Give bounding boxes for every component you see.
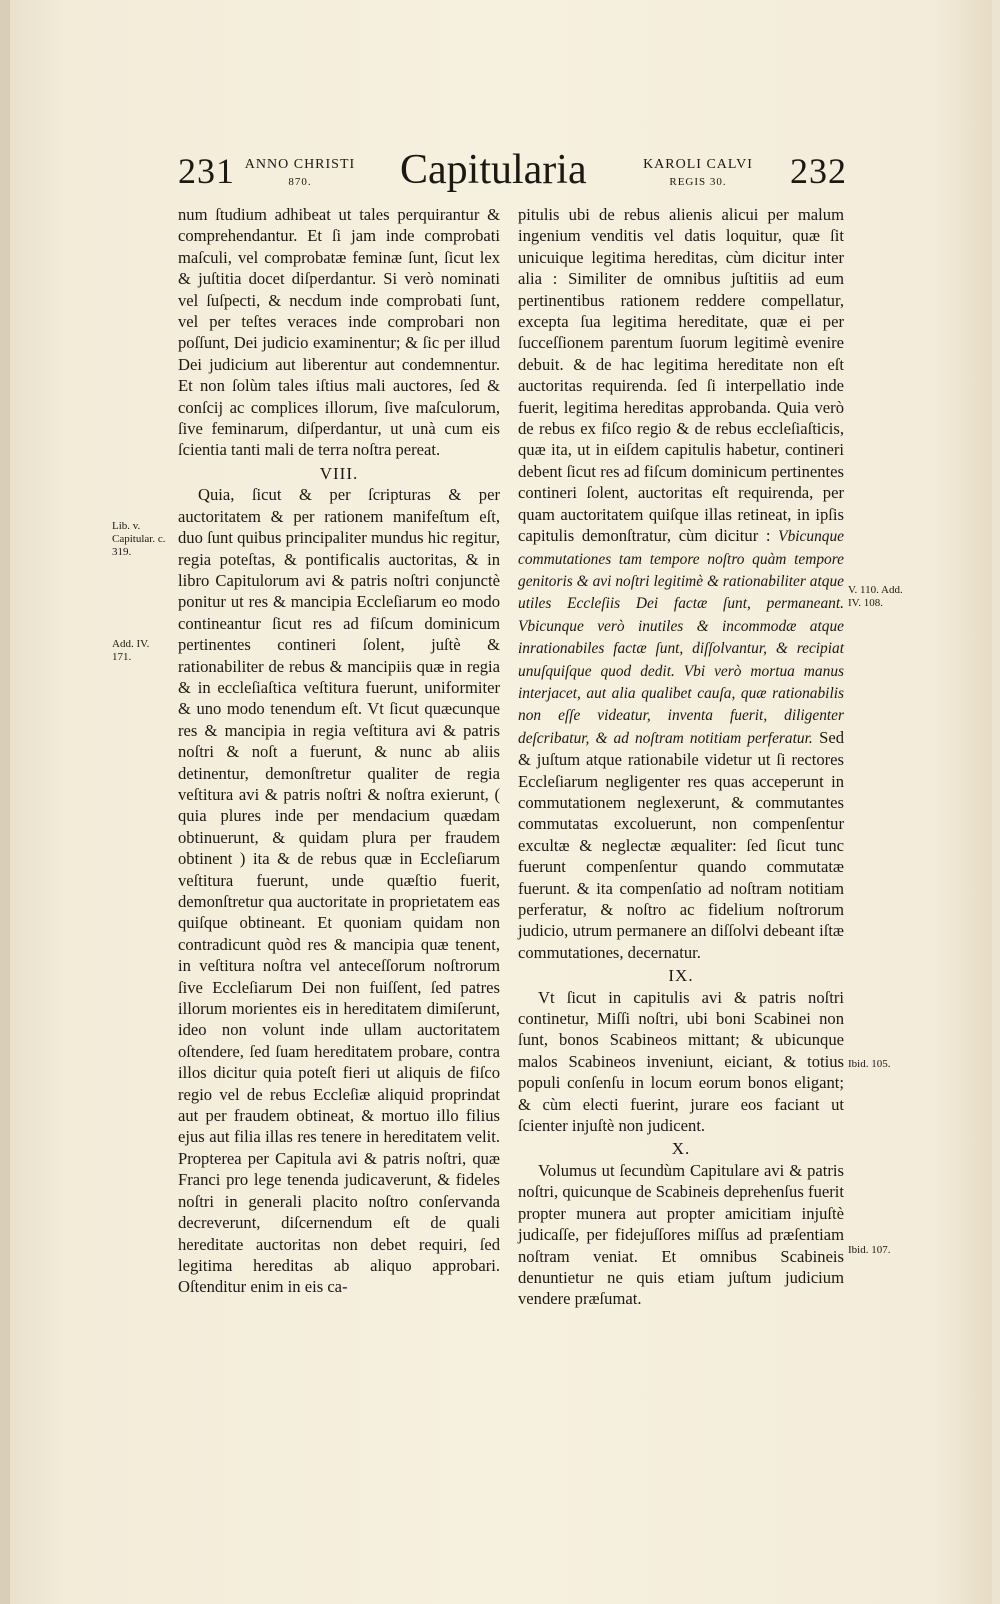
margin-note: Ibid. 107. — [848, 1244, 891, 1256]
quoted-capitulary: Vbicunque commutationes tam tempore noſtro quàm tempore genitoris & avi noſtri legitimè & rationabiliter atque utiles Eccleſiis Dei factæ ſunt, permaneant. Vbicunque verò inutiles & incommodæ atque inrationabiles factæ ſunt, diſſolvantur, & recipiat unuſquiſque quod dedit. Vbi verò mortua manus interjacet, aut alia qualibet cauſa, quæ rationabilis non eſſe videatur, inventa fuerit, diligenter deſcribatur, & ad noſtram notitiam perferatur. — [518, 528, 844, 747]
running-head-karoli: KAROLI CALVI — [643, 157, 753, 172]
page-header — [0, 140, 1000, 200]
section-heading-ix: IX. — [668, 966, 694, 986]
page-gutter — [0, 0, 10, 1604]
text-run: Sed & juſtum atque rationabile videtur ut ſi rectores Eccleſiarum negligenter res quas acceperunt in commutationem neglexerunt, & commutantes commutatas excoluerunt, non compenſentur excultæ & neglectæ æqualiter: ſed ſicut tunc fuerunt compenſentur quando commutatæ fuerunt. & ita compenſatio ad noſtram notitiam perferatur, & noſtro ac fidelium noſtrorum judicio, utrum permanere an diſſolvi debeant iſtæ commutationes, decernatur. — [518, 727, 844, 962]
section-heading-viii: VIII. — [319, 463, 359, 483]
paragraph-x: Volumus ut ſecundùm Capitulare avi & patris noſtri, quicunque de Scabineis deprehenſus fuerit propter munera aut propter amicitiam injuſtè judicaſſe, per fidejuſſores miſſus ad præſentiam noſtram veniat. Et omnibus Scabineis denuntietur ne quis etiam juſtum judicium vendere præſumat. — [518, 1160, 844, 1309]
paragraph-viii: Quia, ſicut & per ſcripturas & per auctoritatem & per rationem manifeſtum eſt, duo ſunt quibus principaliter mundus hic regitur, regia poteſtas, & pontificalis auctoritas, & in libro Capitulorum avi & patris noſtri conjunctè ponitur ut res & mancipia Eccleſiarum eo modo contineantur ſicut res ad fiſcum dominicum pertinentes contineri ſolent, juſtè & rationabiliter de rebus & mancipiis quæ in regia & in eccleſiaſtica veſtitura fuerunt, uniformiter & uno modo tenendum eſt. Vt ſicut quæcunque res & mancipia in regia veſtitura avi & patris noſtri & noſt a fuerunt, & nunc ab aliis detinentur, demonſtretur qualiter de regia veſtitura avi & patris noſtri & noſtra exierunt, ( quia plures inde per mendacium quædam obtinuerunt, & quidam plura per fraudem obtinent ) ita & de rebus quæ in Eccleſiarum veſtitura fuerunt, unde quæſtio fuerit, demonſtretur qua auctoritate in proprietatem eas quiſque obtineant. Et quoniam quidam non contradicunt quòd res & mancipia quæ tenent, in veſtitura noſtra vel anteceſſorum noſtrorum ſive Eccleſiarum Dei non fuiſſent, ſed patres illorum morientes eis in hereditatem dimiſerunt, ideo non volunt inde ullam auctoritatem oſtendere, ſed ſuam hereditatem probare, contra illos dicitur quia poteſt fieri ut aliquis de fiſco regio vel de rebus Eccleſiæ aliquid proprindat aut per fraudem obtineat, & mortuo illo filius ejus aut filia illas res tenere in hereditatem velit. Propterea per Capitula avi & patris noſtri, quæ Franci pro lege tenenda judicaverunt, & fideles noſtri in generali placito noſtro conſervanda decreverunt, diſcernendum eſt de quali hereditate auctoritas non debet requiri, ſed legitima hereditas ab aliquo approbari. Oſtenditur enim in eis ca- — [178, 485, 500, 1297]
paragraph-continued: num ſtudium adhibeat ut tales perquirantur & comprehendantur. Et ſi jam inde comprobati maſculi, vel comprobatæ feminæ ſunt, ſicut lex & juſtitia docet diſperdantur. Si verò nominati vel ſuſpecti, & necdum inde comprobati ſunt, vel per teſtes veraces inde comprobari non poſſunt, Dei judicio examinentur; & ſic per illud Dei judicium aut liberentur aut condemnentur. Et non ſolùm tales iſtius mali auctores, ſed & conſcij ac complices illorum, ſive maſculorum, ſive feminarum, diſperdantur, ut unà cum eis ſcientia tanti mali de terra noſtra pereat. — [178, 205, 500, 460]
running-head-anno: ANNO CHRISTI — [244, 157, 356, 172]
running-head-year: 870. — [288, 176, 312, 188]
section-heading-x: X. — [671, 1139, 691, 1159]
book-page — [10, 0, 992, 1604]
margin-note: V. 110. Add. IV. 108. — [848, 584, 903, 609]
page-title: Capitularia — [400, 147, 587, 193]
margin-note: Add. IV. 171. — [112, 638, 150, 663]
paragraph-continued-right — [518, 204, 844, 963]
paragraph-ix: Vt ſicut in capitulis avi & patris noſtri continetur, Miſſi noſtri, ubi boni Scabinei non ſunt, bonos Scabineos mittant; & ubicunque malos Scabineos inveniunt, eiciant, & totius populi conſenſu in locum eorum bonos eligant; & cùm electi fuerint, jurare eos faciant ut ſcienter injuſtè non judicent. — [518, 987, 844, 1136]
page-number-left: 231 — [178, 151, 235, 191]
right-text-column — [518, 204, 844, 1310]
text-run: pitulis ubi de rebus alienis alicui per malum ingenium venditis vel datis loquitur, quæ ſit unicuique legitima hereditas, cùm dicitur inter alia : Similiter de omnibus juſtitiis ad eum pertinentibus rationem reddere compellatur, excepta ſua legitima hereditate, quæ ei per ſucceſſionem parentum ſuorum legitimè evenire debuit. & de hac legitima hereditate non eſt auctoritas requirenda. ſed ſi interpellatio inde fuerit, legitima hereditas approbanda. Quia verò de rebus ex fiſco regio & de rebus eccleſiaſticis, quæ ita, ut in eiſdem capitulis habetur, contineri debent ſicut res ad fiſcum dominicum pertinentes contineri ſolent, auctoritas eſt requirenda, per quam auctoritatem quiſque illas retineat, in ipſis capitulis demonſtratur, cùm dicitur : — [518, 205, 844, 546]
page-number-right: 232 — [790, 151, 847, 191]
running-head-regis: REGIS 30. — [669, 176, 727, 188]
left-text-column — [178, 204, 500, 1298]
margin-note: Lib. v. Capitular. c. 319. — [112, 520, 166, 558]
margin-note: Ibid. 105. — [848, 1058, 891, 1070]
